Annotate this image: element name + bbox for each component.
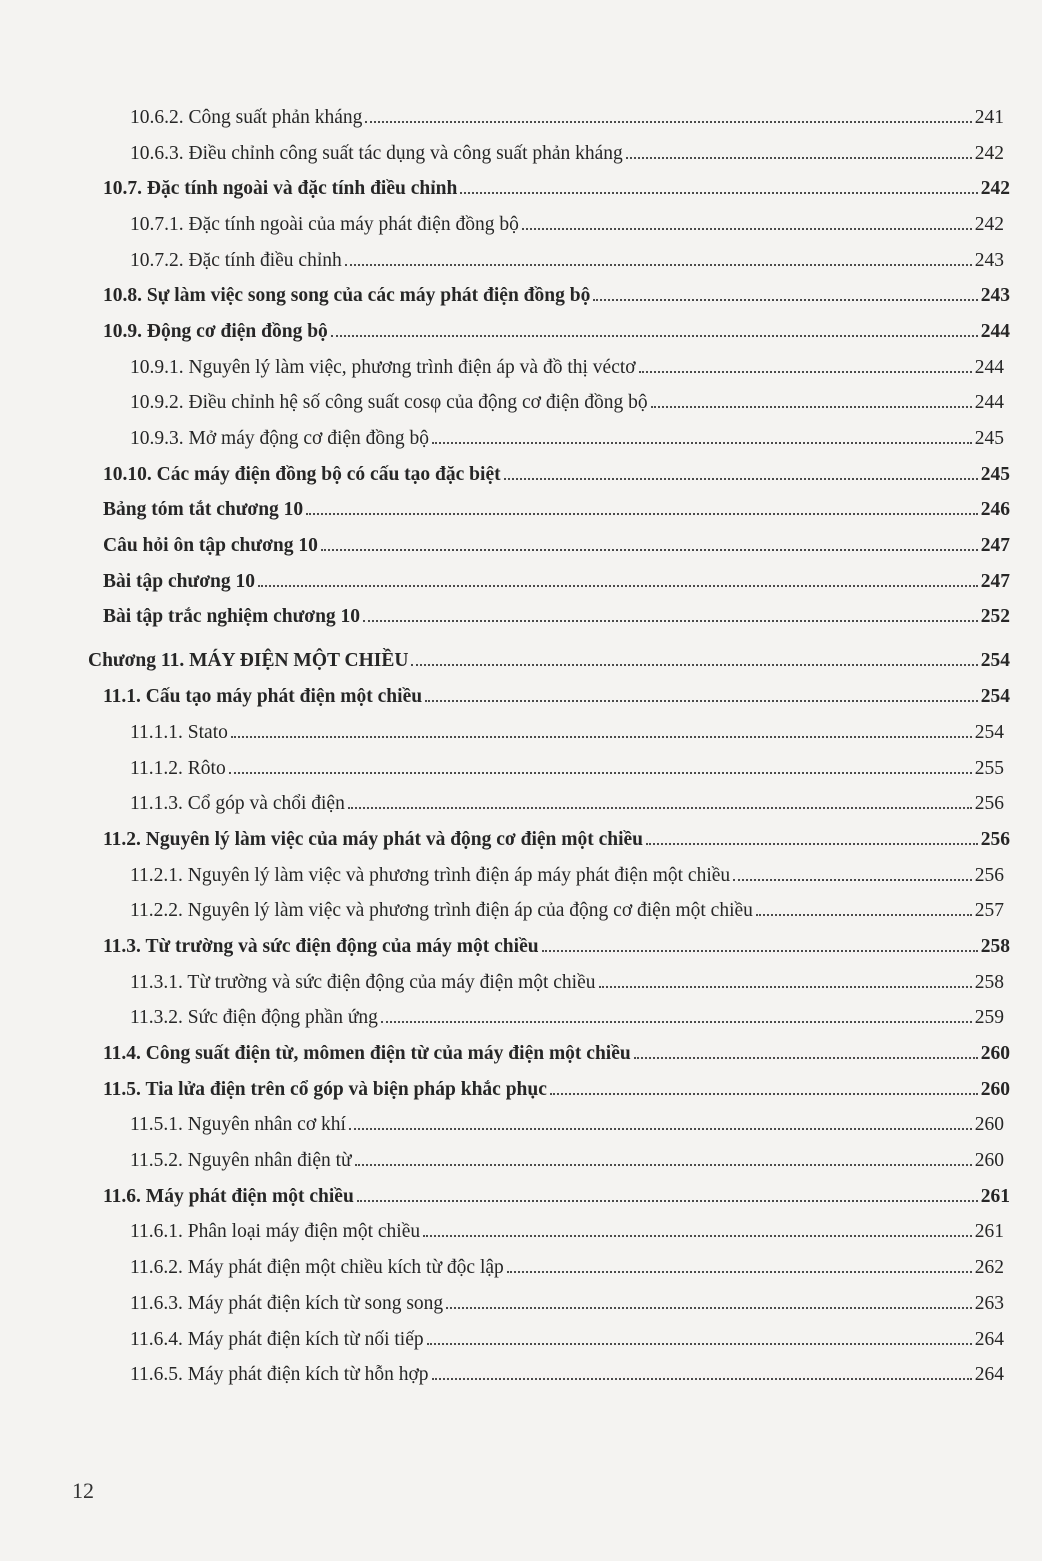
toc-entry-page: 261 (980, 1185, 1010, 1207)
toc-entry-title: 11.5.1. Nguyên nhân cơ khí (130, 1114, 346, 1136)
toc-entry-title: 11.3.1. Từ trường và sức điện động của máy điện một chiều (130, 971, 596, 993)
toc-subsection-entry (0, 893, 1042, 929)
toc-entry-title: 11.6.1. Phân loại máy điện một chiều (130, 1221, 421, 1243)
toc-subsection-entry (0, 1001, 1042, 1037)
toc-subsection-entry (0, 1322, 1042, 1358)
toc-subsection-entry (0, 1357, 1042, 1393)
dot-leader (229, 772, 972, 774)
toc-section-entry (0, 929, 1042, 965)
dot-leader (348, 807, 972, 809)
dot-leader (345, 264, 972, 266)
toc-entry-page: 264 (974, 1364, 1004, 1386)
toc-entry-page: 260 (980, 1043, 1010, 1065)
toc-subsection-entry (0, 350, 1042, 386)
toc-entry-page: 241 (974, 106, 1004, 128)
toc-subsection-entry (0, 1108, 1042, 1144)
toc-entry-title: 10.7.2. Đặc tính điều chỉnh (130, 249, 342, 271)
toc-section-entry (0, 493, 1042, 529)
toc-entry-page: 257 (974, 900, 1004, 922)
toc-entry-page: 247 (980, 535, 1010, 557)
toc-section-entry (0, 600, 1042, 636)
toc-entry-page: 242 (974, 213, 1004, 235)
dot-leader (427, 1343, 972, 1345)
dot-leader (357, 1200, 978, 1202)
toc-chapter-entry (0, 635, 1042, 679)
toc-entry-title: 11.4. Công suất điện từ, mômen điện từ của máy điện một chiều (103, 1043, 631, 1065)
toc-entry-title: 10.6.3. Điều chỉnh công suất tác dụng và công suất phản kháng (130, 142, 623, 164)
toc-subsection-entry (0, 1286, 1042, 1322)
dot-leader (331, 335, 978, 337)
toc-section-entry (0, 1036, 1042, 1072)
toc-subsection-entry (0, 136, 1042, 172)
table-of-contents (0, 100, 1042, 1393)
dot-leader (634, 1057, 978, 1059)
toc-entry-title: 10.9. Động cơ điện đồng bộ (103, 320, 328, 342)
dot-leader (306, 513, 978, 515)
toc-section-entry (0, 564, 1042, 600)
toc-entry-page: 260 (974, 1114, 1004, 1136)
toc-entry-page: 255 (974, 757, 1004, 779)
toc-subsection-entry (0, 1143, 1042, 1179)
dot-leader (626, 157, 972, 159)
toc-entry-title: 10.9.1. Nguyên lý làm việc, phương trình điện áp và đồ thị véctơ (130, 356, 636, 378)
toc-entry-page: 256 (974, 793, 1004, 815)
dot-leader (542, 950, 978, 952)
dot-leader (446, 1307, 972, 1309)
toc-subsection-entry (0, 100, 1042, 136)
toc-entry-page: 256 (974, 864, 1004, 886)
dot-leader (507, 1271, 972, 1273)
toc-entry-title: 10.7.1. Đặc tính ngoài của máy phát điện đồng bộ (130, 213, 519, 235)
toc-entry-title: Bảng tóm tắt chương 10 (103, 499, 304, 521)
toc-entry-page: 243 (974, 249, 1004, 271)
toc-entry-page: 263 (974, 1292, 1004, 1314)
dot-leader (522, 228, 972, 230)
toc-entry-title: 11.2.2. Nguyên lý làm việc và phương trình điện áp của động cơ điện một chiều (130, 900, 753, 922)
toc-entry-page: 245 (974, 428, 1004, 450)
dot-leader (258, 585, 978, 587)
toc-entry-title: 10.10. Các máy điện đồng bộ có cấu tạo đặc biệt (103, 463, 501, 485)
toc-entry-page: 242 (974, 142, 1004, 164)
toc-entry-title: 10.6.2. Công suất phản kháng (130, 106, 363, 128)
dot-leader (733, 879, 972, 881)
toc-section-entry (0, 528, 1042, 564)
dot-leader (365, 121, 971, 123)
toc-subsection-entry (0, 1250, 1042, 1286)
dot-leader (381, 1021, 972, 1023)
toc-section-entry (0, 314, 1042, 350)
dot-leader (646, 843, 978, 845)
dot-leader (355, 1164, 972, 1166)
dot-leader (231, 736, 972, 738)
toc-subsection-entry (0, 386, 1042, 422)
toc-entry-title: 10.9.2. Điều chỉnh hệ số công suất cosφ của động cơ điện đồng bộ (130, 392, 648, 414)
toc-entry-page: 254 (980, 650, 1010, 672)
toc-entry-title: 11.3. Từ trường và sức điện động của máy một chiều (103, 935, 539, 957)
toc-entry-title: 10.7. Đặc tính ngoài và đặc tính điều chỉnh (103, 178, 458, 200)
toc-entry-page: 247 (980, 570, 1010, 592)
toc-subsection-entry (0, 858, 1042, 894)
toc-entry-title: 10.9.3. Mở máy động cơ điện đồng bộ (130, 428, 430, 450)
toc-entry-title: 11.1.2. Rôto (130, 757, 226, 779)
dot-leader (593, 299, 977, 301)
toc-section-entry (0, 679, 1042, 715)
toc-entry-title: 11.6.4. Máy phát điện kích từ nối tiếp (130, 1328, 424, 1350)
dot-leader (321, 549, 978, 551)
toc-subsection-entry (0, 207, 1042, 243)
toc-entry-title: 11.3.2. Sức điện động phần ứng (130, 1007, 378, 1029)
toc-entry-title: 11.1.1. Stato (130, 721, 228, 743)
toc-entry-page: 254 (980, 686, 1010, 708)
toc-entry-page: 262 (974, 1257, 1004, 1279)
toc-entry-title: Bài tập chương 10 (103, 570, 255, 592)
toc-entry-page: 252 (980, 606, 1010, 628)
dot-leader (504, 478, 978, 480)
toc-entry-title: 11.1. Cấu tạo máy phát điện một chiều (103, 686, 423, 708)
toc-subsection-entry (0, 786, 1042, 822)
toc-entry-title: Chương 11. MÁY ĐIỆN MỘT CHIỀU (88, 650, 409, 672)
toc-entry-page: 244 (974, 356, 1004, 378)
toc-entry-title: 11.5. Tia lửa điện trên cổ góp và biện pháp khắc phục (103, 1078, 547, 1100)
toc-entry-title: 11.6. Máy phát điện một chiều (103, 1185, 354, 1207)
dot-leader (599, 986, 972, 988)
toc-subsection-entry (0, 751, 1042, 787)
toc-section-entry (0, 171, 1042, 207)
toc-entry-page: 244 (980, 320, 1010, 342)
dot-leader (460, 192, 977, 194)
dot-leader (423, 1235, 972, 1237)
toc-section-entry (0, 822, 1042, 858)
toc-entry-page: 242 (980, 178, 1010, 200)
toc-entry-page: 246 (980, 499, 1010, 521)
toc-entry-page: 261 (974, 1221, 1004, 1243)
toc-entry-page: 264 (974, 1328, 1004, 1350)
toc-entry-page: 258 (980, 935, 1010, 957)
toc-entry-page: 260 (980, 1078, 1010, 1100)
toc-subsection-entry (0, 965, 1042, 1001)
dot-leader (411, 664, 977, 666)
toc-entry-title: 11.6.2. Máy phát điện một chiều kích từ độc lập (130, 1257, 504, 1279)
toc-entry-page: 259 (974, 1007, 1004, 1029)
toc-entry-page: 245 (980, 463, 1010, 485)
dot-leader (756, 914, 972, 916)
toc-entry-page: 256 (980, 828, 1010, 850)
toc-entry-title: Bài tập trắc nghiệm chương 10 (103, 606, 361, 628)
toc-subsection-entry (0, 421, 1042, 457)
toc-entry-page: 244 (974, 392, 1004, 414)
toc-section-entry (0, 278, 1042, 314)
toc-entry-title: 11.2. Nguyên lý làm việc của máy phát và động cơ điện một chiều (103, 828, 644, 850)
toc-entry-title: 11.6.3. Máy phát điện kích từ song song (130, 1292, 444, 1314)
toc-subsection-entry (0, 1215, 1042, 1251)
toc-entry-page: 254 (974, 721, 1004, 743)
dot-leader (432, 1378, 972, 1380)
toc-section-entry (0, 457, 1042, 493)
toc-subsection-entry (0, 243, 1042, 279)
dot-leader (349, 1128, 972, 1130)
dot-leader (550, 1093, 978, 1095)
toc-entry-title: 11.2.1. Nguyên lý làm việc và phương trình điện áp máy phát điện một chiều (130, 864, 731, 886)
toc-section-entry (0, 1179, 1042, 1215)
toc-entry-page: 260 (974, 1150, 1004, 1172)
toc-entry-title: 11.5.2. Nguyên nhân điện từ (130, 1150, 352, 1172)
toc-subsection-entry (0, 715, 1042, 751)
toc-entry-title: 10.8. Sự làm việc song song của các máy phát điện đồng bộ (103, 285, 591, 307)
dot-leader (651, 406, 972, 408)
dot-leader (425, 700, 978, 702)
dot-leader (432, 442, 972, 444)
dot-leader (639, 371, 972, 373)
toc-section-entry (0, 1072, 1042, 1108)
page-number: 12 (72, 1478, 94, 1503)
toc-entry-title: 11.6.5. Máy phát điện kích từ hỗn hợp (130, 1364, 429, 1386)
toc-entry-title: Câu hỏi ôn tập chương 10 (103, 535, 318, 557)
dot-leader (363, 620, 978, 622)
toc-entry-title: 11.1.3. Cổ góp và chổi điện (130, 793, 345, 815)
toc-entry-page: 243 (980, 285, 1010, 307)
toc-entry-page: 258 (974, 971, 1004, 993)
